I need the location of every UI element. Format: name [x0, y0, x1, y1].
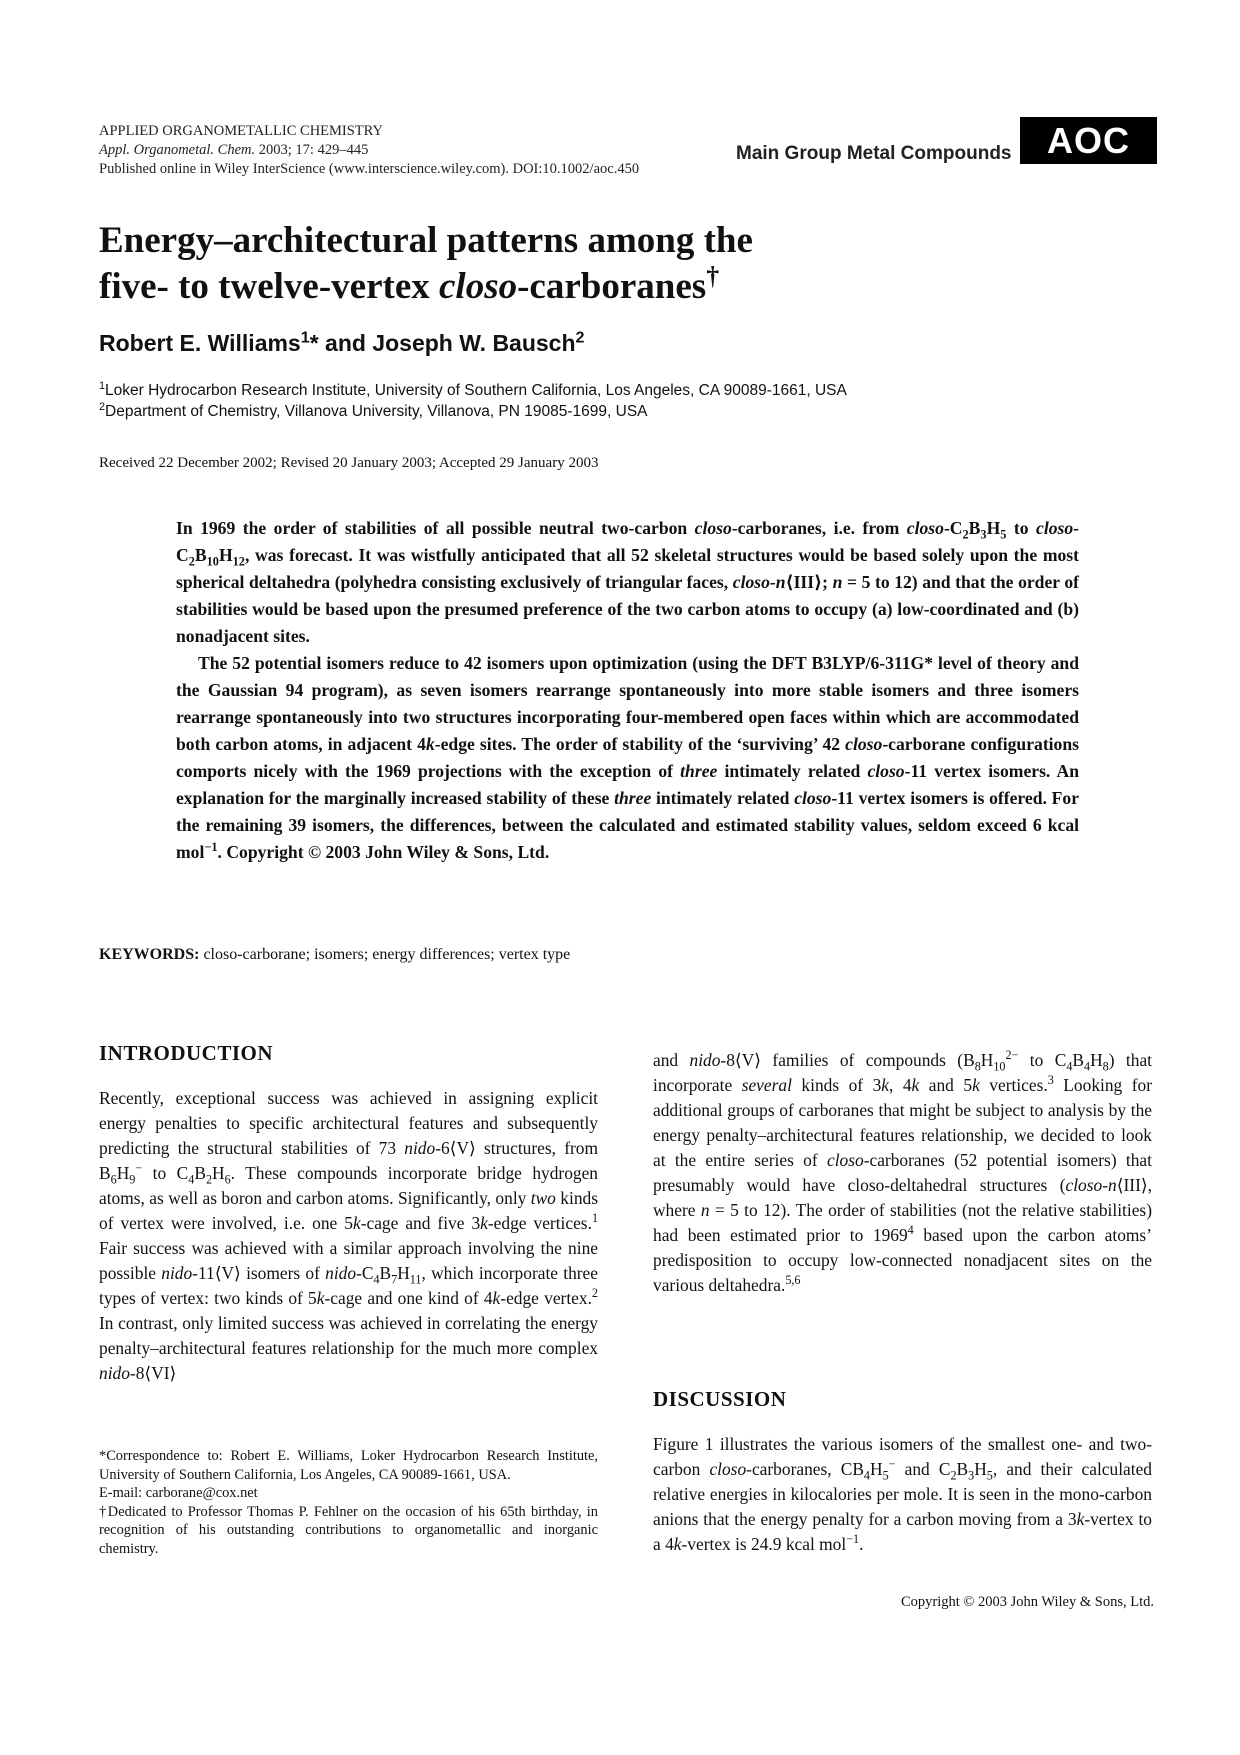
- title-line-1: Energy–architectural patterns among the: [99, 220, 753, 261]
- email-footnote: E-mail: carborane@cox.net: [99, 1485, 258, 1501]
- abstract-paragraph-2: The 52 potential isomers reduce to 42 isomers upon optimization (using the DFT B3LYP/6-311G* level of theory and the Gaussian 94 program), as seven isomers rearrange spontaneously into more stable isomers and three isomers rearrange spontaneously into two structures incorporating four-membered open faces within which are accommodated both carbon atoms, in adjacent 4k-edge sites. The order of stability of the ‘surviving’ 42 closo-carborane configurations comports nicely with the 1969 projections with the exception of three intimately related closo-11 vertex isomers. An explanation for the marginally increased stability of these three intimately related closo-11 vertex isomers is offered. For the remaining 39 isomers, the differences, between the calculated and estimated stability values, seldom exceed 6 kcal mol$^{-1}$. Copyright © 2003 John Wiley & Sons, Ltd.: [176, 653, 1080, 862]
- dedication-footnote: †Dedicated to Professor Thomas P. Fehlner on the occasion of his 65th birthday, in recognition of his outstanding contributions to organometallic and inorganic chemistry.: [99, 1503, 598, 1557]
- received-dates: Received 22 December 2002; Revised 20 January 2003; Accepted 29 January 2003: [99, 455, 599, 471]
- abstract: [176, 515, 1079, 866]
- title-line-2: five- to twelve-vertex closo-carboranes†: [99, 261, 720, 307]
- copyright-footer: Copyright © 2003 John Wiley & Sons, Ltd.: [900, 1594, 1154, 1610]
- introduction-heading: INTRODUCTION: [99, 1041, 274, 1065]
- correspondence-footnote: *Correspondence to: Robert E. Williams, Loker Hydrocarbon Research Institute, University of Southern California, Los Angeles, CA 90089-1661, USA.: [99, 1448, 598, 1483]
- discussion-body: [653, 1432, 1152, 1557]
- journal-name: APPLIED ORGANOMETALLIC CHEMISTRY: [99, 123, 384, 139]
- discussion-heading: DISCUSSION: [653, 1387, 787, 1411]
- keywords: [99, 946, 570, 964]
- dagger-mark: †: [706, 261, 720, 291]
- published-online: Published online in Wiley InterScience (www.interscience.wiley.com). DOI:10.1002/aoc.450: [99, 161, 640, 177]
- affiliation-2: $^2$Department of Chemistry, Villanova University, Villanova, PN 19085-1699, USA: [99, 400, 648, 420]
- citation-volume: 2003; 17: 429–445: [255, 142, 369, 158]
- authors: Robert E. Williams$^1$* and Joseph W. Bausch$^2$: [99, 328, 585, 356]
- introduction-paragraph: Recently, exceptional success was achieved in assigning explicit energy penalties to specific architectural features and subsequently predicting the structural stabilities of 73 nido-6⟨V⟩ structures, from $B_6H_9^-$ to $C_4B_2H_6$. These compounds incorporate bridge hydrogen atoms, as well as boron and carbon atoms. Significantly, only two kinds of vertex were involved, i.e. one 5k-cage and five 3k-edge vertices.$^1$ Fair success was achieved with a similar approach involving the nine possible nido-11⟨V⟩ isomers of nido-$C_4B_7H_{11}$, which incorporate three types of vertex: two kinds of 5k-cage and one kind of 4k-edge vertex.$^2$ In contrast, only limited success was achieved in correlating the energy penalty–architectural features relationship for the much more complex nido-8⟨VI⟩: [99, 1088, 599, 1383]
- introduction-continued: [653, 1048, 1152, 1298]
- citation: [99, 141, 639, 160]
- discussion-paragraph: Figure 1 illustrates the various isomers of the smallest one- and two-carbon closo-carboranes, $CB_4H_5^-$ and $C_2B_3H_5$, and their calculated relative energies in kilocalories per mole. It is seen in the mono-carbon anions that the energy penalty for a carbon moving from a 3k-vertex to a 4k-vertex is 24.9 kcal mol$^{-1}$.: [653, 1434, 1152, 1554]
- section-label: Main Group Metal Compounds: [736, 143, 1012, 164]
- footnotes: [99, 1447, 598, 1558]
- introduction-continued-paragraph: and nido-8⟨V⟩ families of compounds ($B_8H_{10}^{2-}$ to $C_4B_4H_8$) that incorporate several kinds of 3k, 4k and 5k vertices.$^3$ Looking for additional groups of carboranes that might be subject to analysis by the energy penalty–architectural features relationship, we decided to look at the entire series of closo-carboranes (52 potential isomers) that presumably would have closo-deltahedral structures (closo-n⟨III⟩, where n = 5 to 12). The order of stabilities (not the relative stabilities) had been estimated prior to 1969$^4$ based upon the carbon atoms’ predisposition to occupy low-connected nonadjacent sites on the various deltahedra.$^{5,6}$: [653, 1048, 1153, 1295]
- journal-header: [99, 122, 639, 179]
- introduction-body: [99, 1086, 598, 1386]
- abstract-paragraph-1: In 1969 the order of stabilities of all possible neutral two-carbon closo-carboranes, i.e. from closo-$C_2B_3H_5$ to closo-$C_2B_{10}H_{12}$, was forecast. It was wistfully anticipated that all 52 skeletal structures would be based solely upon the most spherical deltahedra (polyhedra consisting exclusively of triangular faces, closo-n⟨III⟩; n = 5 to 12) and that the order of stabilities would be based upon the presumed preference of the two carbon atoms to occupy (a) low-coordinated and (b) nonadjacent sites.: [176, 518, 1080, 646]
- article-title: [99, 218, 999, 310]
- affiliations: [99, 380, 847, 422]
- keywords-label: KEYWORDS:: [99, 946, 200, 963]
- aoc-logo: AOC: [1020, 117, 1157, 164]
- citation-abbrev: Appl. Organometal. Chem.: [99, 142, 256, 158]
- affiliation-1: $^1$Loker Hydrocarbon Research Institute, University of Southern California, Los Angeles, CA 90089-1661, USA: [99, 379, 847, 399]
- keywords-text: closo-carborane; isomers; energy differences; vertex type: [203, 946, 571, 963]
